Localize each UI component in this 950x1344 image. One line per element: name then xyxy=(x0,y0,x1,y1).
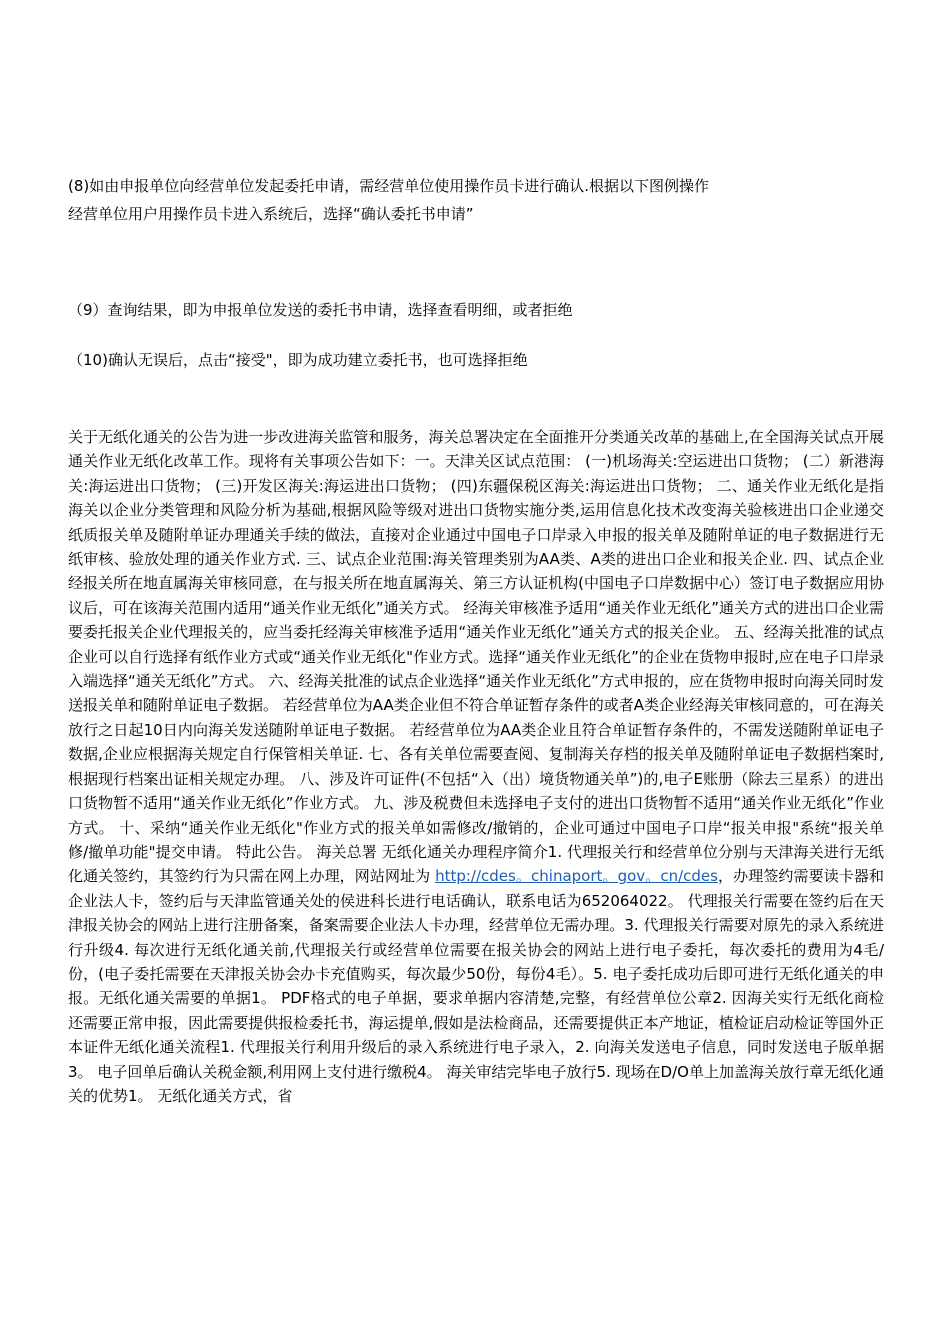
step-10-text: （10)确认无误后，点击“接受"，即为成功建立委托书，也可选择拒绝 xyxy=(68,351,528,369)
announcement-body xyxy=(68,425,884,1108)
announcement-text-part-1: 关于无纸化通关的公告为进一步改进海关监管和服务，海关总署决定在全面推开分类通关改革的基础上,在全国海关试点开展通关作业无纸化改革工作。现将有关事项公告如下：一。天津关区试点范围： (一)机场海关:空运进出口货物； (二）新港海关:海运进出口货物； (三)开发区海关:海运进出口货物； (四)东疆保税区海关:海运进出口货物； 二、通关作业无纸化是指海关以企业分类管理和风险分析为基础,根据风险等级对进出口货物实施分类,运用信息化技术改变海关验核进出口企业递交纸质报关单及随附单证办理通关手续的做法，直接对企业通过中国电子口岸录入申报的报关单及随附单证的电子数据进行无纸审核、验放处理的通关作业方式. 三、试点企业范围:海关管理类别为AA类、A类的进出口企业和报关企业. 四、试点企业经报关所在地直属海关审核同意，在与报关所在地直属海关、第三方认证机构(中国电子口岸数据中心）签订电子数据应用协议后，可在该海关范围内适用“通关作业无纸化”通关方式。 经海关审核准予适用“通关作业无纸化”通关方式的进出口企业需要委托报关企业代理报关的，应当委托经海关审核准予适用“通关作业无纸化”通关方式的报关企业。 五、经海关批准的试点企业可以自行选择有纸作业方式或“通关作业无纸化"作业方式。选择“通关作业无纸化”的企业在货物申报时,应在电子口岸录入端选择“通关无纸化”方式。 六、经海关批准的试点企业选择“通关作业无纸化”方式申报的，应在货物申报时向海关同时发送报关单和随附单证电子数据。 若经营单位为AA类企业但不符合单证暂存条件的或者A类企业经海关审核同意的，可在海关放行之日起10日内向海关发送随附单证电子数据。 若经营单位为AA类企业且符合单证暂存条件的，不需发送随附单证电子数据,企业应根据海关规定自行保管相关单证. 七、各有关单位需要查阅、复制海关存档的报关单及随附单证电子数据档案时,根据现行档案出证相关规定办理。 八、涉及许可证件(不包括“入（出）境货物通关单”)的,电子E账册（除去三星系）的进出口货物暂不适用“通关作业无纸化”作业方式。 九、涉及税费但未选择电子支付的进出口货物暂不适用“通关作业无纸化”作业方式。 十、采纳“通关作业无纸化"作业方式的报关单如需修改/撤销的，企业可通过中国电子口岸“报关申报"系统“报关单修/撤单功能"提交申请。 特此公告。 海关总署 无纸化通关办理程序简介1. 代理报关行和经营单位分别与天津海关进行无纸化通关签约，其签约行为只需在网上办理，网站网址为 xyxy=(68,428,884,886)
step-8-line-1: (8)如由申报单位向经营单位发起委托申请，需经营单位使用操作员卡进行确认.根据以下图例操作 xyxy=(68,177,710,195)
cdes-website-link[interactable]: http://cdes。chinaport。gov。cn/cdes xyxy=(435,867,718,886)
step-8-line-2: 经营单位用户用操作员卡进入系统后，选择“确认委托书申请” xyxy=(68,205,474,223)
step-9-text: （9）查询结果，即为申报单位发送的委托书申请，选择查看明细，或者拒绝 xyxy=(68,301,573,319)
announcement-text-part-2: ，办理签约需要读卡器和企业法人卡，签约后与天津监管通关处的侯进科长进行电话确认，联系电话为652064022。 代理报关行需要在签约后在天津报关协会的网站上进行注册备案，备案需要企业法人卡办理，经营单位无需办理。3. 代理报关行需要对原先的录入系统进行升级4. 每次进行无纸化通关前,代理报关行或经营单位需要在报关协会的网站上进行电子委托，每次委托的费用为4毛/份，(电子委托需要在天津报关协会办卡充值购买，每次最少50份，每份4毛）。5. 电子委托成功后即可进行无纸化通关的申报。无纸化通关需要的单据1。 PDF格式的电子单据，要求单据内容清楚,完整，有经营单位公章2. 因海关实行无纸化商检还需要正常申报，因此需要提供报检委托书，海运提单,假如是法检商品，还需要提供正本产地证，植检证启动检证等国外正本证件无纸化通关流程1. 代理报关行利用升级后的录入系统进行电子录入，2. 向海关发送电子信息，同时发送电子版单据3。 电子回单后确认关税金额,利用网上支付进行缴税4。 海关审结完毕电子放行5. 现场在D/O单上加盖海关放行章无纸化通关的优势1。 无纸化通关方式，省 xyxy=(68,867,884,1105)
